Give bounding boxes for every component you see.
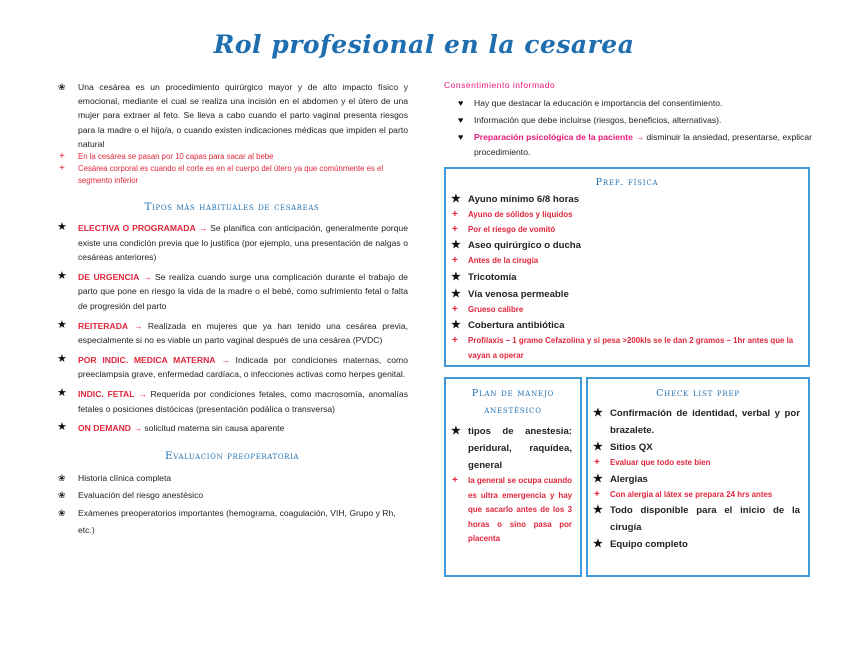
- box-item: [588, 471, 800, 488]
- intro-note: [56, 151, 408, 163]
- intro-text: Una cesárea es un procedimiento quirúrgico mayor y de alto impacto físico y emocional, mediante el cual se realiza una incisión en el abdomen y el útero de una mujer para extraer al feto. Se lleva a cabo cuando el parto vaginal presenta riesgos para la madre o el hijo/a, o cuando existen indicaciones médicas que impiden el parto natural: [78, 82, 408, 149]
- anesthesia-box: [444, 377, 582, 577]
- eval-item: [56, 505, 408, 540]
- arrow-icon: →: [198, 223, 208, 234]
- heart-icon: ♥: [458, 132, 464, 142]
- box-note: [446, 334, 800, 363]
- box-item-text: Confirmación de identidad, verbal y por brazalete.: [610, 408, 800, 436]
- box-item-text: Antes de la cirugía: [468, 256, 539, 265]
- consent-text: disminuir la ansiedad, presentarse, explicar procedimiento.: [474, 132, 812, 157]
- star-icon: ★: [451, 319, 461, 331]
- star-icon: ★: [593, 407, 603, 419]
- box-item: [588, 536, 800, 553]
- star-icon: ★: [451, 193, 461, 205]
- star-icon: ★: [57, 352, 67, 365]
- right-column: [444, 80, 812, 162]
- plus-icon: +: [59, 151, 65, 163]
- type-label: REITERADA: [78, 320, 129, 331]
- intro-note-text: En la cesárea se pasan por 10 capas para sacar al bebe: [78, 152, 274, 162]
- box-item: [446, 269, 800, 286]
- eval-text: Evaluación del riesgo anestésico: [78, 490, 204, 501]
- prep-list: [446, 191, 808, 363]
- star-icon: ★: [593, 472, 603, 485]
- box-item-text: Sitios QX: [610, 442, 653, 453]
- box-item-text: Cobertura antibiótica: [468, 320, 565, 331]
- box-item-text: Aseo quirúrgico o ducha: [468, 240, 582, 251]
- box-item: [588, 502, 800, 536]
- box-item: [446, 286, 800, 303]
- flower-icon: ❀: [58, 472, 66, 483]
- box-item: [446, 191, 800, 208]
- star-icon: ★: [57, 421, 67, 434]
- star-icon: ★: [451, 287, 461, 300]
- box-item-text: Alergias: [610, 473, 648, 485]
- prep-heading: Prep. física: [595, 177, 659, 188]
- box-item-text: Equipo completo: [610, 539, 688, 550]
- type-text: Requerida por condiciones fetales, como macrosomía, anomalías fetales o posiciones distócicas (presentación podálica o transversa): [78, 388, 409, 414]
- intro-note: [56, 163, 408, 187]
- cesarean-type-item: [56, 421, 408, 436]
- intro-notes: [56, 151, 408, 187]
- checklist-box: [586, 377, 810, 577]
- eval-text: Exámenes preoperatorios importantes (hemograma, coagulación, VIH, Grupo y Rh, etc.): [78, 507, 396, 536]
- plus-icon: +: [452, 475, 458, 486]
- star-icon: ★: [451, 239, 461, 251]
- box-item: [588, 405, 800, 439]
- arrow-icon: →: [133, 423, 142, 434]
- consent-item: [444, 96, 812, 111]
- box-item-text: Vía venosa permeable: [468, 288, 569, 300]
- cesarean-type-item: [56, 270, 408, 314]
- page-title: Rol profesional en la cesarea: [213, 30, 635, 59]
- type-label: ELECTIVA O PROGRAMADA: [78, 223, 196, 234]
- box-item-text: Con alergia al látex se prepara 24 hrs antes: [610, 489, 773, 499]
- arrow-icon: →: [221, 354, 230, 365]
- arrow-icon: →: [138, 388, 147, 399]
- plus-icon: +: [452, 209, 458, 220]
- prep-fisica-box: [444, 167, 810, 367]
- box-item-text: Todo disponible para el inicio de la cirugía: [610, 505, 800, 533]
- cesarean-type-item: [56, 353, 408, 382]
- box-item: [588, 439, 800, 456]
- box-note: [588, 456, 800, 471]
- intro-item: [56, 80, 408, 151]
- type-label: ON DEMAND: [78, 423, 131, 434]
- arrow-icon: →: [142, 271, 152, 282]
- box-item-text: Por el riesgo de vomitó: [468, 224, 556, 234]
- types-heading: Tipos más habituales de cesareas: [144, 201, 320, 214]
- star-icon: ★: [57, 221, 67, 234]
- anesthesia-heading: Plan de manejo anestésico: [471, 388, 555, 416]
- anesthesia-list: [446, 423, 580, 547]
- eval-item: [56, 470, 408, 488]
- flower-icon: ❀: [58, 507, 66, 518]
- star-icon: ★: [57, 318, 67, 331]
- eval-heading: Evaluación preoperatoria: [164, 449, 300, 462]
- consent-item: [444, 130, 812, 160]
- box-item: [446, 237, 800, 254]
- star-icon: ★: [593, 441, 603, 453]
- box-item-text: Ayuno de sólidos y líquidos: [468, 210, 573, 219]
- box-item-text: Grueso calibre: [468, 304, 524, 314]
- star-icon: ★: [593, 504, 603, 516]
- star-icon: ★: [593, 538, 603, 550]
- intro-note-text: Cesárea corporal es cuando el corte es en el cuerpo del útero ya que comúnmente es el segmento inferior: [78, 164, 384, 186]
- box-item-text: Ayuno mínimo 6/8 horas: [468, 194, 580, 205]
- type-label: DE URGENCIA: [78, 271, 140, 282]
- box-item-text: Evaluar que todo este bien: [610, 458, 711, 467]
- plus-icon: +: [594, 488, 600, 500]
- arrow-icon: →: [133, 320, 143, 331]
- type-text: solicitud materna sin causa aparente: [141, 423, 285, 434]
- box-note: [588, 488, 800, 503]
- type-text: Indicada por condiciones maternas, como preeclampsia grave, enfermedad cardíaca, o infecciones activas como herpes genital.: [78, 354, 408, 380]
- plus-icon: +: [452, 335, 458, 346]
- cesarean-type-item: [56, 319, 408, 348]
- consent-item: [444, 113, 812, 128]
- flower-icon: ❀: [58, 82, 66, 92]
- plus-icon: +: [452, 223, 458, 235]
- cesarean-type-item: [56, 387, 408, 416]
- type-text: Se planifica con anticipación, generalmente porque existe una condición previa que lo justifica (por ejemplo, una presentación de nalgas o cesáreas anteriores): [78, 223, 408, 263]
- heart-icon: ♥: [458, 98, 464, 108]
- eval-list: [56, 470, 408, 540]
- plus-icon: +: [452, 303, 458, 315]
- box-note: [446, 303, 800, 318]
- star-icon: ★: [57, 269, 67, 282]
- eval-item: [56, 487, 408, 505]
- eval-text: Historia clínica completa: [78, 472, 172, 483]
- consent-heading: Consentimiento informado: [444, 80, 556, 90]
- intro-list: [56, 80, 408, 151]
- consent-text: Hay que destacar la educación e importancia del consentimiento.: [474, 98, 723, 108]
- box-item-text: la general se ocupa cuando es ultra emergencia y hay que sacarlo antes de los 3 horas o sino pasa por placenta: [468, 476, 572, 543]
- type-label: INDIC. FETAL: [78, 388, 135, 399]
- box-item-text: Profilaxis – 1 gramo Cefazolina y si pesa >200kls se le dan 2 gramos – 1hr antes que la vayan a operar: [468, 336, 794, 360]
- left-column: [56, 80, 408, 540]
- star-icon: ★: [451, 270, 461, 283]
- type-text: Realizada en mujeres que ya han tenido una cesárea previa, especialmente si no es viable un parto vaginal después de una cesárea (PVDC): [78, 320, 409, 346]
- box-item: [446, 423, 572, 474]
- checklist-list: [588, 405, 808, 553]
- consent-text: Información que debe incluirse (riesgos, beneficios, alternativas).: [474, 115, 722, 125]
- type-label: POR INDIC. MEDICA MATERNA: [78, 354, 216, 365]
- box-item-text: Tricotomía: [468, 271, 517, 283]
- star-icon: ★: [451, 425, 461, 437]
- box-note: [446, 474, 572, 547]
- checklist-heading: Check list prep: [656, 388, 740, 399]
- box-note: [446, 254, 800, 269]
- heart-icon: ♥: [458, 115, 464, 125]
- cesarean-type-item: [56, 221, 408, 265]
- types-list: [56, 221, 408, 436]
- consent-highlight: Preparación psicológica de la paciente →: [474, 132, 644, 142]
- type-text: Se realiza cuando surge una complicación durante el trabajo de parto que pone en riesgo la vida de la madre o el bebé, como sufrimiento fetal o falta de progresión del parto: [78, 271, 409, 311]
- box-note: [446, 208, 800, 223]
- plus-icon: +: [452, 255, 458, 266]
- box-item-text: tipos de anestesia: peridural, raquídea, general: [468, 426, 572, 471]
- box-item: [446, 317, 800, 334]
- plus-icon: +: [59, 163, 65, 175]
- plus-icon: +: [594, 457, 600, 468]
- box-note: [446, 223, 800, 238]
- flower-icon: ❀: [58, 490, 66, 501]
- star-icon: ★: [57, 386, 67, 399]
- consent-list: [444, 96, 812, 160]
